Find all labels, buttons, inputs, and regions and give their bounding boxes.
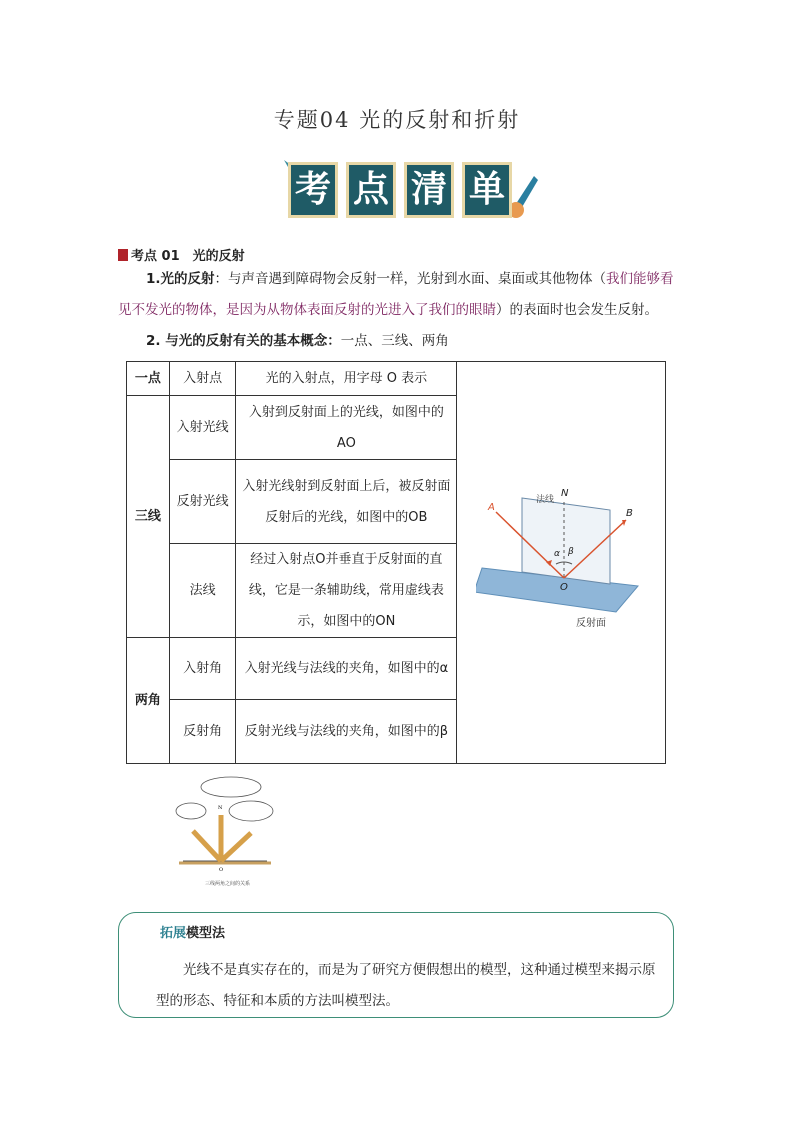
section-title: 考点 01 光的反射 <box>131 249 245 264</box>
cell-reflected-ray: 反射光线 <box>169 460 236 544</box>
diagram-beta: β <box>568 546 574 557</box>
extension-text: 光线不是真实存在的，而是为了研究方便假想出的模型，这种通过模型来揭示原型的形态、特征和本质的方法叫模型法。 <box>156 962 656 1009</box>
exam-points-banner <box>280 158 540 226</box>
banner-char: 考 <box>288 162 338 218</box>
cell-normal: 法线 <box>169 544 236 638</box>
diagram-A: A <box>488 501 496 513</box>
section-marker <box>118 249 128 261</box>
cell-reflection-angle-desc: 反射光线与法线的夹角，如图中的β <box>236 700 457 764</box>
diagram-N: N <box>561 487 569 499</box>
reflection-diagram-cell <box>457 362 666 764</box>
diagram-O: O <box>560 581 569 593</box>
cell-normal-desc: 经过入射点O并垂直于反射面的直线，它是一条辅助线，常用虚线表示，如图中的ON <box>236 544 457 638</box>
cartoon-caption: 三线两角之间的关系 <box>205 881 251 887</box>
cartoon-illustration <box>175 775 275 893</box>
cell-incidence-angle: 入射角 <box>169 638 236 700</box>
diagram-B: B <box>626 507 634 519</box>
banner-char: 点 <box>346 162 396 218</box>
extension-title-prefix: 拓展 <box>160 926 187 941</box>
banner-char: 单 <box>462 162 512 218</box>
cartoon-N: N <box>218 805 223 811</box>
extension-title-name: 模型法 <box>186 926 226 941</box>
diagram-surface-label: 反射面 <box>576 617 607 629</box>
concept-summary: 一点、三线、两角 <box>340 333 449 349</box>
cell-reflected-ray-desc: 入射光线射到反射面上后，被反射面反射后的光线，如图中的OB <box>236 460 457 544</box>
cell-incident-point-desc: 光的入射点，用字母 O 表示 <box>236 362 457 396</box>
extension-title <box>160 922 225 941</box>
paragraph-basic-concepts <box>118 326 678 357</box>
cell-reflection-angle: 反射角 <box>169 700 236 764</box>
definition-text: ：与声音遇到障碍物会反射一样，光射到水面、桌面或其他物体（ <box>214 271 607 287</box>
diagram-alpha: α <box>554 548 561 559</box>
cell-three-lines: 三线 <box>127 396 170 638</box>
item-number: 1. <box>146 271 161 287</box>
paragraph-reflection-definition <box>118 264 678 326</box>
cell-one-point: 一点 <box>127 362 170 396</box>
section-heading <box>118 245 245 264</box>
diagram-normal-label: 法线 <box>536 494 555 505</box>
highlighted-text: 我们能够看见不发光的物体，是因为从物体表面反射的光进入了我们的眼睛 <box>118 271 674 318</box>
reflection-diagram <box>476 482 646 632</box>
term-label: 光的反射 <box>160 271 215 287</box>
page-title: 专题04 光的反射和折射 <box>273 108 521 132</box>
term-label: 2. 与光的反射有关的基本概念： <box>146 333 341 349</box>
cell-incident-point: 入射点 <box>169 362 236 396</box>
cartoon-O: O <box>219 867 224 873</box>
concepts-table <box>126 361 666 764</box>
cell-two-angles: 两角 <box>127 638 170 764</box>
banner-char: 清 <box>404 162 454 218</box>
cell-incident-ray: 入射光线 <box>169 396 236 460</box>
cell-incident-ray-desc: 入射到反射面上的光线，如图中的AO <box>236 396 457 460</box>
cell-incidence-angle-desc: 入射光线与法线的夹角，如图中的α <box>236 638 457 700</box>
definition-text-end: ）的表面时也会发生反射。 <box>496 302 658 318</box>
